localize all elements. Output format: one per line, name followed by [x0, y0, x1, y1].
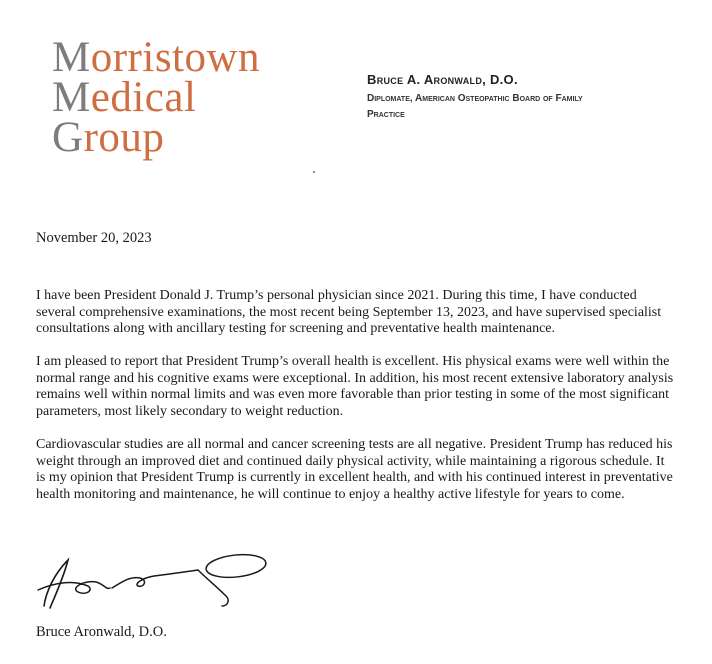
handwritten-signature	[30, 552, 290, 614]
logo-line-2: Medical	[52, 74, 197, 121]
physician-name: Bruce A. Aronwald, D.O.	[367, 72, 518, 87]
letter-date: November 20, 2023	[36, 230, 152, 246]
body-paragraph-2: I am pleased to report that President Trump’s overall health is excellent. His physical exams were well within the normal range and his cognitive exams were exceptional. In addition, his most recent extensive laboratory analysis remains well within normal limits and was even more favorable than prior testing in some of the most significant parameters, most likely secondary to weight reduction.	[36, 354, 674, 419]
body-paragraph-1: I have been President Donald J. Trump’s personal physician since 2021. During this time, I have conducted several comprehensive examinations, the most recent being September 13, 2023, and have supervised specialist consultations along with ancillary testing for screening and preventative health maintenance.	[36, 288, 662, 336]
body-paragraph-3: Cardiovascular studies are all normal and cancer screening tests are all negative. President Trump has reduced his weight through an improved diet and continued daily physical activity, while maintaining a rigorous schedule. It is my opinion that President Trump is currently in excellent health, and with his continued interest in preventative health monitoring and maintenance, he will continue to enjoy a healthy active lifestyle for years to come.	[36, 437, 673, 502]
scan-speck	[313, 171, 315, 173]
physician-header	[367, 72, 617, 123]
logo-line-1: Morristown	[52, 34, 261, 81]
morristown-medical-group-logo	[52, 34, 261, 161]
physician-title: Diplomate, American Osteopathic Board of Family Practice	[367, 93, 583, 120]
logo-line-3: Group	[52, 114, 165, 161]
closing-signature-name: Bruce Aronwald, D.O.	[36, 624, 167, 640]
